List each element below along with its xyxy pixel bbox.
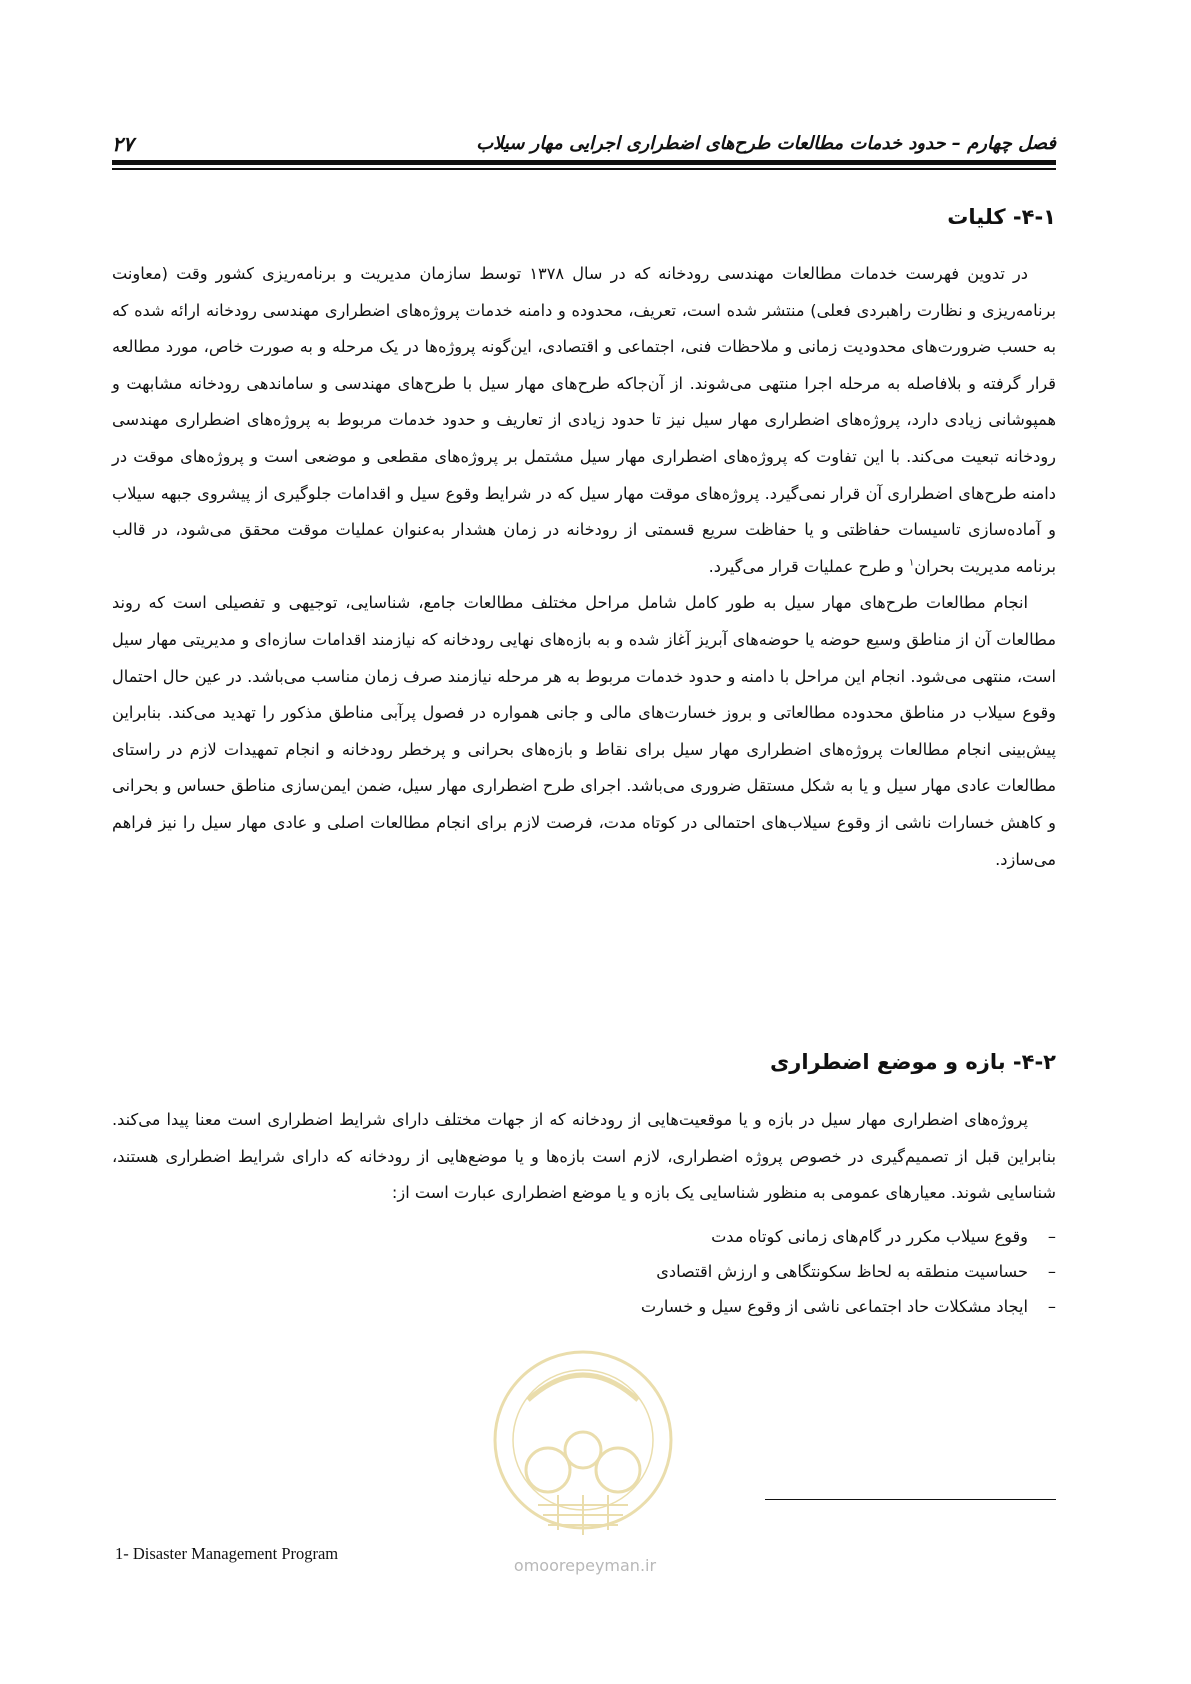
list-item [356, 1289, 1056, 1324]
footnote-separator [765, 1499, 1056, 1500]
criteria-list [356, 1219, 1056, 1324]
stamp-watermark [488, 1330, 678, 1550]
paragraph [112, 256, 1056, 585]
watermark-site: omoorepeyman.ir [513, 1556, 657, 1575]
page-header [112, 132, 1056, 158]
list-item-text: حساسیت منطقه به لحاظ سکونتگاهی و ارزش اقتصادی [656, 1262, 1028, 1281]
section2-body [112, 1102, 1056, 1212]
paragraph: پروژه‌های اضطراری مهار سیل در بازه و یا موقعیت‌هایی از رودخانه که از جهات مختلف دارای شرایط اضطراری است معنا پیدا می‌کند. بنابراین قبل از تصمیم‌گیری در خصوص پروژه اضطراری، لازم است بازه‌ها و یا موضع‌هایی از رودخانه که دارای شرایط اضطراری هستند، شناسایی شوند. معیارهای عمومی به منظور شناسایی یک بازه و یا موضع اضطراری عبارت است از: [112, 1110, 1056, 1203]
paragraph-text: در تدوین فهرست خدمات مطالعات مهندسی رودخانه که در سال ۱۳۷۸ توسط سازمان مدیریت و برنامه‌ریزی کشور وقت (معاونت برنامه‌ریزی و نظارت راهبردی فعلی) منتشر شده است، تعریف، محدوده و دامنه خدمات پروژه‌های اضطراری مهندسی رودخانه ارائه شده که به حسب ضرورت‌های محدودیت زمانی و ملاحظات فنی، اجتماعی و اقتصادی، این‌گونه پروژه‌ها در یک مرحله و به صورت خاص، مورد مطالعه قرار گرفته و بلافاصله به مرحله اجرا منتهی می‌شوند. از آن‌جاکه طرح‌های مهار سیل با طرح‌های مهندسی و ساماندهی رودخانه مشابهت و همپوشانی زیادی دارد، پروژه‌های اضطراری مهار سیل نیز تا حدود زیادی از تعاریف و حدود خدمات مربوط به پروژه‌های اضطراری مهندسی رودخانه تبعیت می‌کند. با این تفاوت که پروژه‌های اضطراری مهار سیل مشتمل بر پروژه‌های مقطعی و موضعی است و پروژه‌های موقت در دامنه طرح‌های اضطراری آن قرار نمی‌گیرد. پروژه‌های موقت مهار سیل که در شرایط وقوع سیل و اقدامات جلوگیری از پیشروی جبهه سیلاب و آماده‌سازی تاسیسات حفاظتی و یا حفاظت سریع قسمتی از رودخانه در زمان هشدار به‌عنوان عملیات موقت محقق می‌شود، در قالب برنامه مدیریت بحران [112, 264, 1056, 576]
section-heading-emergency-reach: ۴-۲- بازه و موضع اضطراری [770, 1050, 1056, 1074]
paragraph-text-end: و طرح عملیات قرار می‌گیرد. [708, 556, 909, 576]
paragraph: انجام مطالعات طرح‌های مهار سیل به طور کامل شامل مراحل مختلف مطالعات جامع، شناسایی، توجیهی و تفصیلی است که روند مطالعات آن از مناطق وسیع حوضه یا حوضه‌های آبریز آغاز شده و به بازه‌های نهایی رودخانه که نیازمند اقدامات سازه‌ای و مدیریتی مهار سیل است، منتهی می‌شود. انجام این مراحل با دامنه و حدود خدمات مربوط به هر مرحله نیازمند صرف زمان مناسب می‌باشد. در عین حال احتمال وقوع سیلاب در مناطق محدوده مطالعاتی و بروز خسارت‌های مالی و جانی همواره در فصول پرآبی مناطق مذکور را تهدید می‌کند. بنابراین پیش‌بینی انجام مطالعات پروژه‌های اضطراری مهار سیل برای نقاط و بازه‌های بحرانی و پرخطر رودخانه و انجام تمهیدات لازم در راستای مطالعات عادی مهار سیل و یا به شکل مستقل ضروری می‌باشد. اجرای طرح اضطراری مهار سیل، ضمن ایمن‌سازی مناطق حساس و بحرانی و کاهش خسارات ناشی از وقوع سیلاب‌های احتمالی در کوتاه مدت، فرصت لازم برای انجام مطالعات اصلی و عادی مهار سیل را نیز فراهم می‌سازد. [112, 593, 1056, 869]
list-item-text: وقوع سیلاب مکرر در گام‌های زمانی کوتاه مدت [711, 1227, 1028, 1246]
section-heading-generalities: ۴-۱- کلیات [947, 205, 1056, 229]
chapter-title: فصل چهارم – حدود خدمات مطالعات طرح‌های اضطراری اجرایی مهار سیلاب [476, 133, 1056, 154]
dash-marker: – [1047, 1227, 1056, 1246]
list-item-text: ایجاد مشکلات حاد اجتماعی ناشی از وقوع سیل و خسارت [640, 1297, 1028, 1316]
footnote-reference: ۱ [908, 557, 915, 569]
dash-marker: – [1047, 1262, 1056, 1281]
footnote: 1- Disaster Management Program [115, 1544, 339, 1563]
dash-marker: – [1047, 1297, 1056, 1316]
list-item [356, 1219, 1056, 1254]
header-rule-thick [112, 160, 1056, 165]
page-number: ۲۷ [112, 132, 134, 156]
header-rule-thin [112, 168, 1056, 170]
list-item [356, 1254, 1056, 1289]
section1-body [112, 256, 1056, 878]
